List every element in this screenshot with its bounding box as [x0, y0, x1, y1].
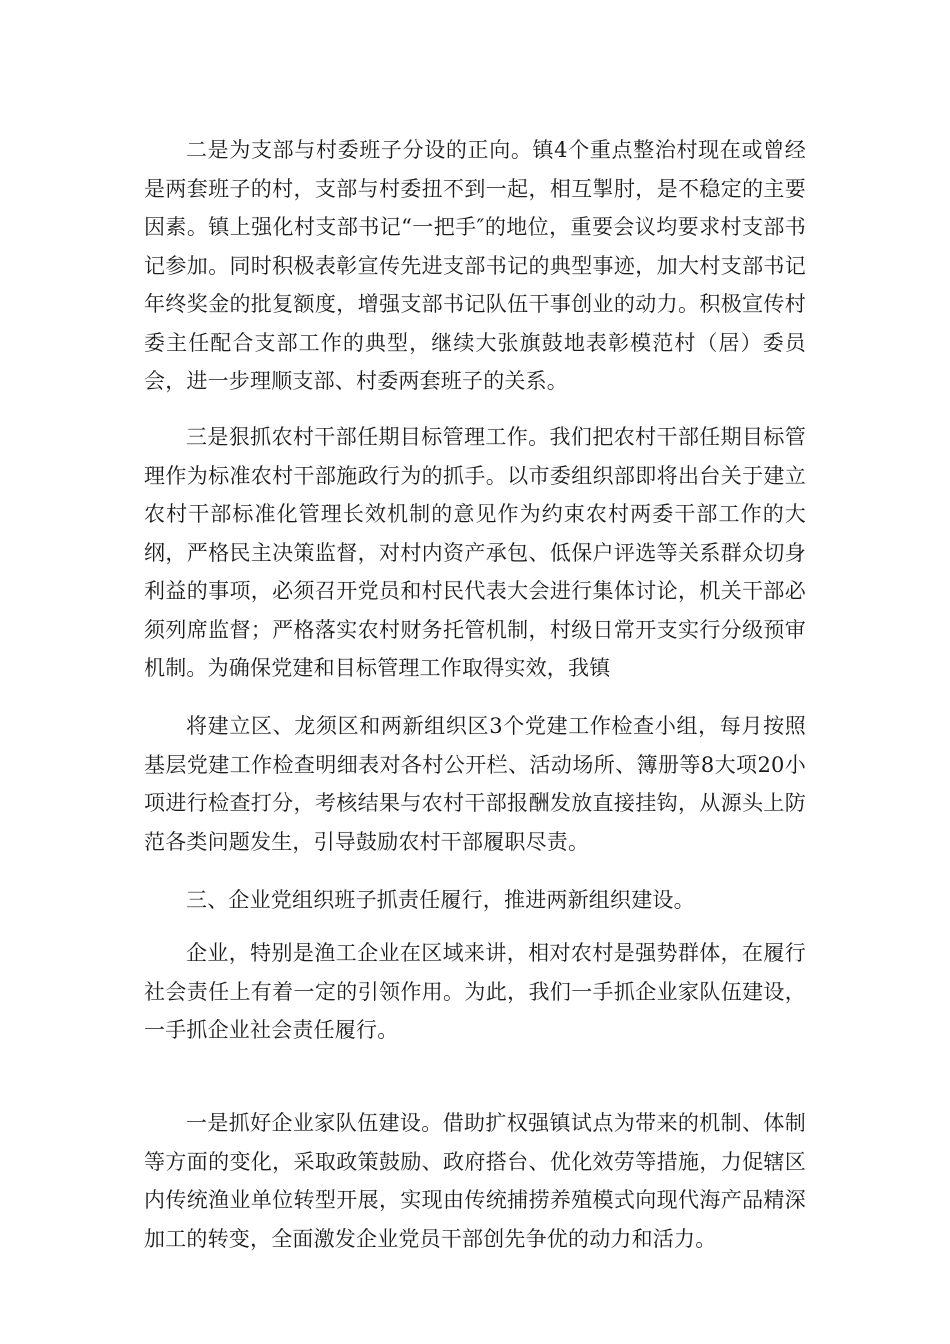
paragraph: 一是抓好企业家队伍建设。借助扩权强镇试点为带来的机制、体制等方面的变化，采取政策鼓励、政府搭台、优化效劳等措施，力促辖区内传统渔业单位转型开展，实现由传统捕捞养殖模式向现代海产品精深加工的转变，全面激发企业党员干部创先争优的动力和活力。 — [144, 1111, 806, 1251]
paragraph: 企业，特别是渔工企业在区域来讲，相对农村是强势群体，在履行社会责任上有着一定的引领作用。为此，我们一手抓企业家队伍建设，一手抓企业社会责任履行。 — [144, 941, 806, 1042]
paragraph: 三是狠抓农村干部任期目标管理工作。我们把农村干部任期目标管理作为标准农村干部施政行为的抓手。以市委组织部即将出台关于建立农村干部标准化管理长效机制的意见作为约束农村两委干部工作的大纲，严格民主决策监督，对村内资产承包、低保户评选等关系群众切身利益的事项，必须召开党员和村民代表大会进行集体讨论，机关干部必须列席监督；严格落实农村财务托管机制，村级日常开支实行分级预审机制。为确保党建和目标管理工作取得实效，我镇 — [144, 425, 806, 680]
paragraph: 二是为支部与村委班子分设的正向。镇4个重点整治村现在或曾经是两套班子的村，支部与村委扭不到一起，相互掣肘，是不稳定的主要因素。镇上强化村支部书记“一把手″的地位，重要会议均要求村支部书记参加。同时积极表彰宣传先进支部书记的典型事迹，加大村支部书记年终奖金的批复额度，增强支部书记队伍干事创业的动力。积极宣传村委主任配合支部工作的典型，继续大张旗鼓地表彰模范村（居）委员会，进一步理顺支部、村委两套班子的关系。 — [144, 138, 806, 393]
section-heading: 三、企业党组织班子抓责任履行，推进两新组织建设。 — [186, 888, 695, 912]
paragraph: 将建立区、龙须区和两新组织区3个党建工作检查小组，每月按照基层党建工作检查明细表对各村公开栏、活动场所、簿册等8大项20小项进行检查打分，考核结果与农村干部报酬发放直接挂钩，从源头上防范各类问题发生，引导鼓励农村干部履职尽责。 — [144, 714, 806, 854]
